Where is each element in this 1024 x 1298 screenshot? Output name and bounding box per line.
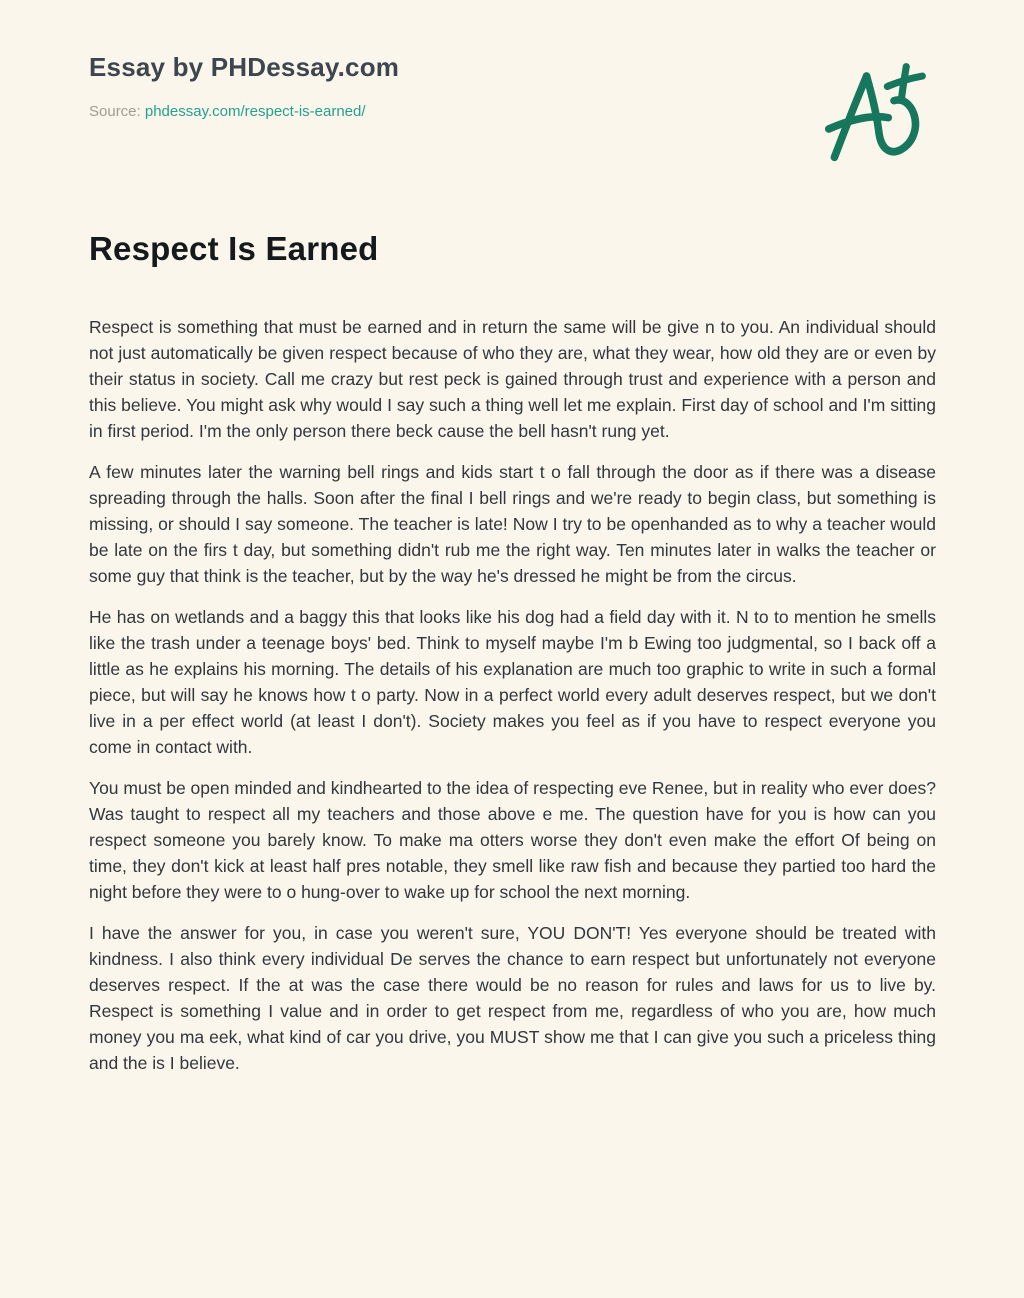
essay-title: Respect Is Earned [89, 230, 379, 267]
essay-paragraph-4: You must be open minded and kindhearted to the idea of respecting eve Renee, but in reality who ever does? Was taught to respect all my teachers and those above e me. The question have for you is how can you respect someone you barely know. To make ma otters worse they don't even make the effort Of being on time, they don't kick at least half pres notable, they smell like raw fish and because they partied too hard the night before they were to o hung-over to wake up for school the next morning. [89, 778, 936, 902]
essay-body [89, 314, 936, 1076]
essay-paragraph-1: Respect is something that must be earned and in return the same will be give n to you. An individual should not just automatically be given respect because of who they are, what they wear, how old they are or even by their status in society. Call me crazy but rest peck is gained through trust and experience with a person and this believe. You might ask why would I say such a thing well let me explain. First day of school and I'm sitting in first period. I'm the only person there beck cause the bell hasn't rung yet. [89, 317, 936, 441]
source-label: Source: [89, 103, 141, 120]
source-line [89, 103, 399, 120]
page-header [89, 46, 936, 164]
essay-paragraph-5: I have the answer for you, in case you weren't sure, YOU DON'T! Yes everyone should be treated with kindness. I also think every individual De serves the chance to earn respect but unfortunately not everyone deserves respect. If the at was the case there would be no reason for rules and laws for us to live by. Respect is something I value and in order to get respect from me, regardless of who you are, how much money you ma eek, what kind of car you drive, you MUST show me that I can give you such a priceless thing and the is I believe. [89, 923, 936, 1073]
site-title: Essay by PHDessay.com [89, 52, 400, 82]
source-link[interactable]: phdessay.com/respect-is-earned/ [144, 103, 366, 120]
header-text-block [89, 46, 399, 120]
essay-paragraph-3: He has on wetlands and a baggy this that looks like his dog had a field day with it. N to to mention he smells like the trash under a teenage boys' bed. Think to myself maybe I'm b Ewing too judgmental, so I back off a little as he explains his morning. The details of his explanation are much too graphic to write in such a formal piece, but will say he knows how t o party. Now in a perfect world every adult deserves respect, but we don't live in a per effect world (at least I don't). Society makes you feel as if you have to respect everyone you come in contact with. [89, 607, 936, 757]
a-plus-logo-icon [822, 60, 930, 164]
essay-paragraph-2: A few minutes later the warning bell rings and kids start t o fall through the door as if there was a disease spreading through the halls. Soon after the final I bell rings and we're ready to begin class, but something is missing, or should I say someone. The teacher is late! Now I try to be openhanded as to why a teacher would be late on the firs t day, but something didn't rub me the right way. Ten minutes later in walks the teacher or some guy that think is the teacher, but by the way he's dressed he might be from the circus. [89, 462, 936, 586]
